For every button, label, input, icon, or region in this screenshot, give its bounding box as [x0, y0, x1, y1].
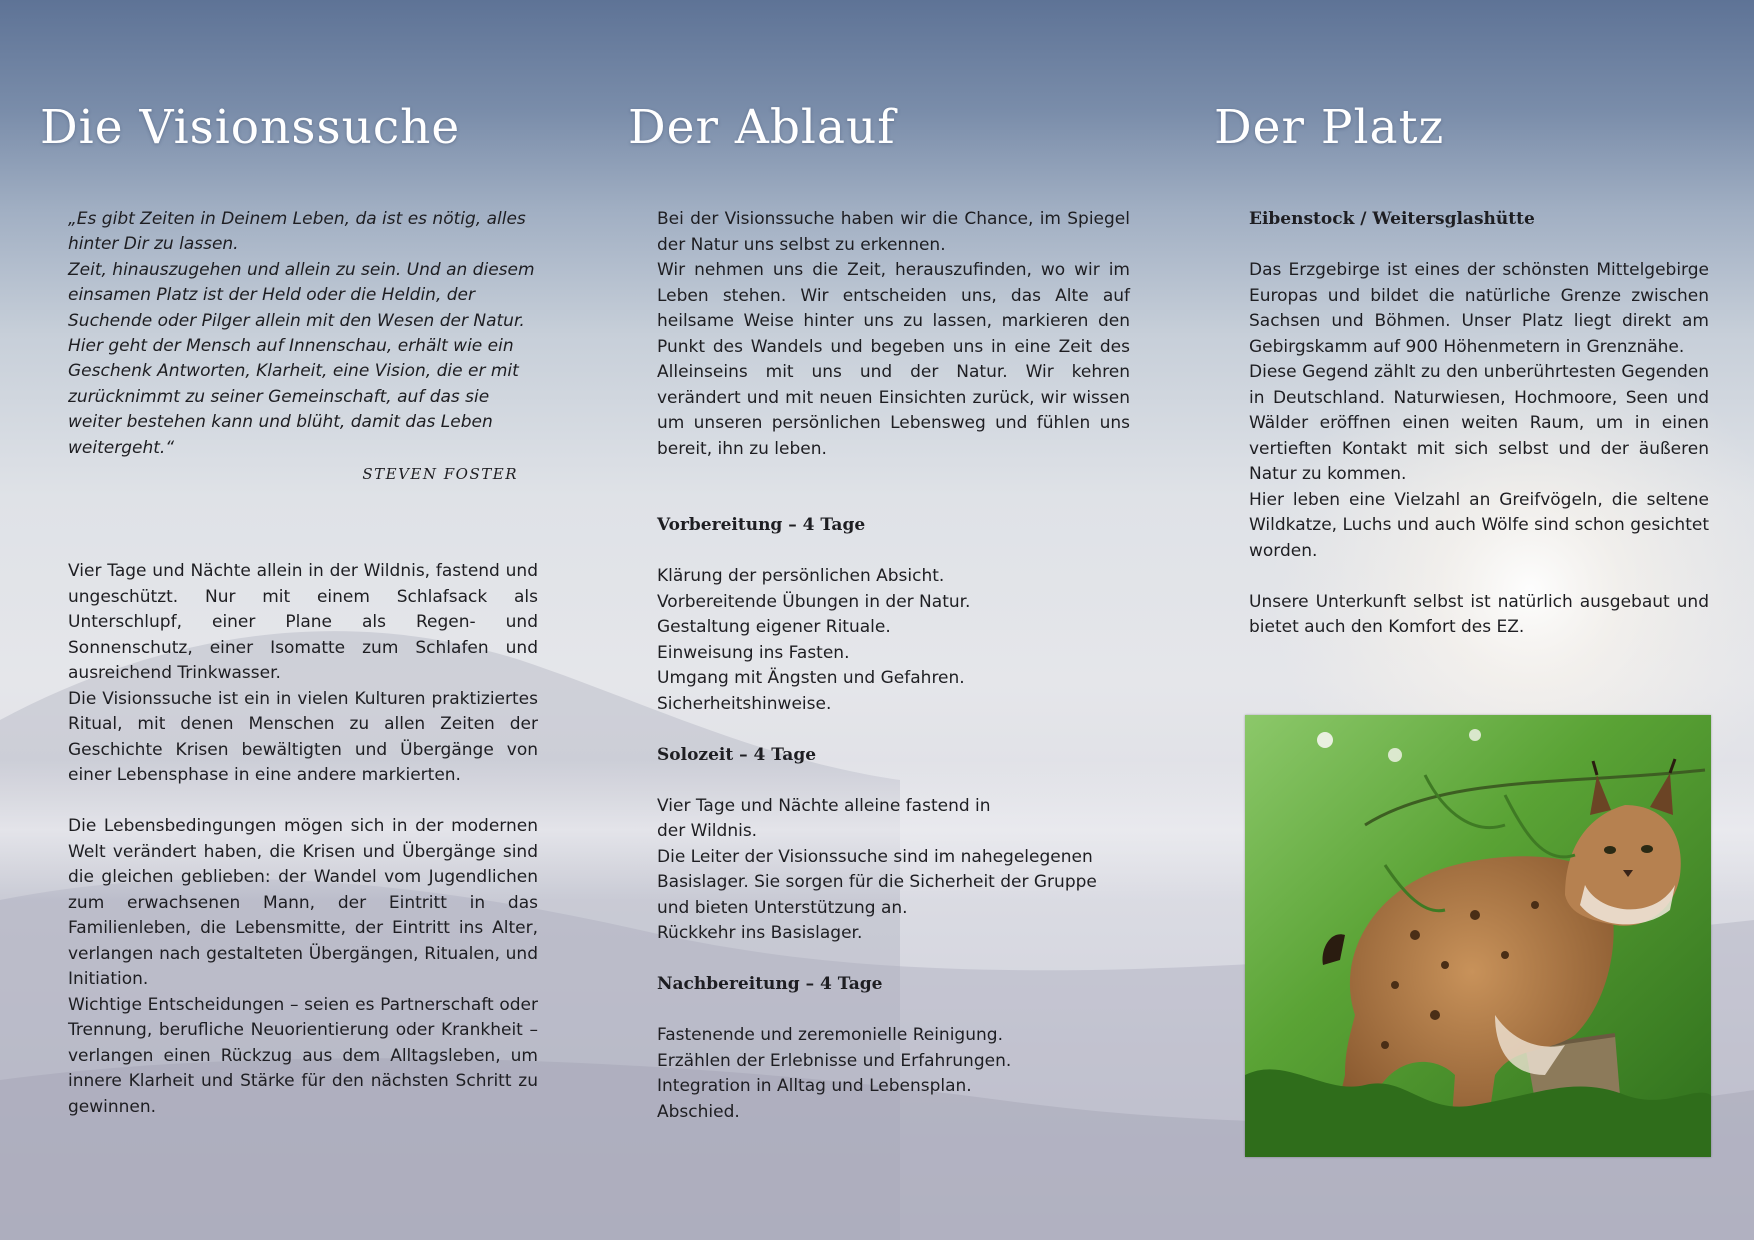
section-title-solozeit: Solozeit – 4 Tage [657, 744, 817, 765]
list-item: Erzählen der Erlebnisse und Erfahrungen. [657, 1050, 1012, 1071]
list-item: Gestaltung eigener Rituale. [657, 617, 891, 637]
lynx-photo [1245, 715, 1711, 1157]
body-paragraph: Wichtige Entscheidungen – seien es Partnerschaft oder Trennung, berufliche Neuorientierung oder Krankheit – verlangen einen Rückzug aus dem Alltagsleben, um innere Klarheit und Stärke für den nächsten Schritt zu gewinnen. [68, 994, 538, 1117]
list-item: Die Leiter der Visionssuche sind im nahegelegenen Basislager. Sie sorgen für die Sicherheit der Gruppe und bieten Unterstützung an. [657, 846, 1097, 918]
intro-paragraph: Wir nehmen uns die Zeit, herauszufinden, wo wir im Leben stehen. Wir entscheiden uns, das Alte auf heilsame Weise hinter uns zu lassen, markieren den Punkt des Wandels und begeben uns in eine Zeit des Alleinseins mit uns und der Natur. Wir kehren verändert und mit neuen Einsichten zurück, wir wissen um unseren persönlichen Lebensweg und fühlen uns bereit, ihn zu leben. [657, 260, 1130, 459]
column-visionssuche [68, 207, 538, 1120]
list-item: Klärung der persönlichen Absicht. [657, 566, 945, 586]
heading-visionssuche: Die Visionssuche [40, 100, 461, 155]
body-paragraph: Hier leben eine Vielzahl an Greifvögeln, die seltene Wildkatze, Luchs und auch Wölfe sind schon gesichtet worden. [1249, 489, 1709, 561]
intro-paragraph: Bei der Visionssuche haben wir die Chance, im Spiegel der Natur uns selbst zu erkennen. [657, 209, 1130, 255]
list-item: Rückkehr ins Basislager. [657, 923, 863, 943]
quote-paragraph: Hier geht der Mensch auf Innenschau, erhält wie ein Geschenk Antworten, Klarheit, eine Vision, die er mit zurücknimmt zu seiner Gemeinschaft, auf das sie weiter bestehen kann und blüht, damit das Leben weitergeht.“ [68, 336, 519, 458]
heading-platz: Der Platz [1214, 100, 1445, 155]
body-paragraph: Unsere Unterkunft selbst ist natürlich ausgebaut und bietet auch den Komfort des EZ. [1249, 591, 1709, 637]
location-title: Eibenstock / Weitersglashütte [1249, 209, 1535, 229]
body-paragraph: Vier Tage und Nächte allein in der Wildnis, fastend und ungeschützt. Nur mit einem Schlafsack als Unterschlupf, einer Plane als Regen- und Sonnenschutz, einer Isomatte zum Schlafen und ausreichend Trinkwasser. [68, 561, 538, 684]
quote-paragraph: Zeit, hinauszugehen und allein zu sein. Und an diesem einsamen Platz ist der Held oder die Heldin, der Suchende oder Pilger allein mit den Wesen der Natur. [68, 259, 535, 331]
list-item: Einweisung ins Fasten. [657, 642, 850, 663]
section-title-nachbereitung: Nachbereitung – 4 Tage [657, 974, 883, 994]
quote-paragraph: „Es gibt Zeiten in Deinem Leben, da ist es nötig, alles hinter Dir zu lassen. [68, 209, 526, 255]
list-item: Sicherheitshinweise. [657, 693, 832, 714]
heading-ablauf: Der Ablauf [628, 100, 896, 155]
list-item: Integration in Alltag und Lebensplan. [657, 1076, 972, 1096]
list-item: Umgang mit Ängsten und Gefahren. [657, 668, 965, 688]
list-item: Abschied. [657, 1101, 740, 1122]
list-item: Fastenende und zeremonielle Reinigung. [657, 1025, 1003, 1045]
column-platz [1249, 207, 1709, 641]
quote-author: STEVEN FOSTER [362, 465, 518, 484]
list-item: Vier Tage und Nächte alleine fastend in der Wildnis. [657, 795, 991, 841]
section-title-vorbereitung: Vorbereitung – 4 Tage [657, 515, 866, 535]
list-item: Vorbereitende Übungen in der Natur. [657, 591, 971, 612]
body-paragraph: Das Erzgebirge ist eines der schönsten Mittelgebirge Europas und bildet die natürliche Grenze zwischen Sachsen und Böhmen. Unser Platz liegt direkt am Gebirgskamm auf 900 Höhenmetern in Grenznähe. [1249, 260, 1709, 357]
body-paragraph: Die Lebensbedingungen mögen sich in der modernen Welt verändert haben, die Krisen und Übergänge sind die gleichen geblieben: der Wandel vom Jugendlichen zum erwachsenen Mann, der Eintritt in das Familienleben, die Lebensmitte, der Eintritt ins Alter, verlangen nach gestalteten Übergängen, Ritualen, und Initiation. [68, 816, 538, 990]
body-paragraph: Diese Gegend zählt zu den unberührtesten Gegenden in Deutschland. Naturwiesen, Hochmoore, Seen und Wälder eröffnen einen weiten Raum, um in einen vertieften Kontakt mit sich selbst und der äußeren Natur zu kommen. [1249, 362, 1709, 484]
column-ablauf [657, 207, 1130, 1125]
quote-block [68, 207, 538, 483]
body-paragraph: Die Visionssuche ist ein in vielen Kulturen praktiziertes Ritual, mit denen Menschen zu allen Zeiten der Geschichte Krisen bewältigten und Übergänge von einer Lebensphase in eine andere markierten. [68, 688, 538, 786]
